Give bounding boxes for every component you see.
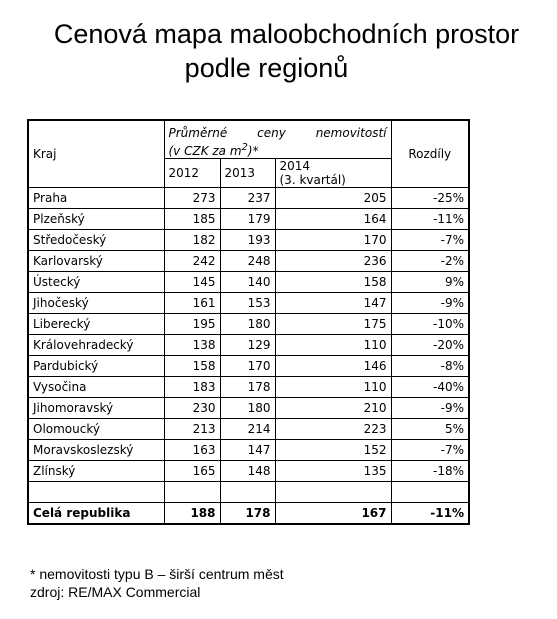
- table-row: [28, 230, 469, 251]
- table-row: [28, 251, 469, 272]
- header-year-2013: 2013: [220, 159, 275, 188]
- cell-2012: 195: [164, 314, 220, 335]
- cell-2013: 129: [220, 335, 275, 356]
- cell-2012: [164, 482, 220, 503]
- header-year-2014: [275, 159, 391, 188]
- cell-region: Karlovarský: [28, 251, 164, 272]
- cell-diff: -9%: [391, 398, 469, 419]
- cell-2013: 170: [220, 356, 275, 377]
- cell-region: Vysočina: [28, 377, 164, 398]
- cell-region: Zlínský: [28, 461, 164, 482]
- cell-2012: 242: [164, 251, 220, 272]
- cell-2013: 214: [220, 419, 275, 440]
- table-row: [28, 293, 469, 314]
- cell-2014: 175: [275, 314, 391, 335]
- cell-2012: 182: [164, 230, 220, 251]
- cell-region: Královehradecký: [28, 335, 164, 356]
- cell-2013: 237: [220, 188, 275, 209]
- header-price-group: [164, 120, 391, 159]
- cell-2013: 153: [220, 293, 275, 314]
- page-title: Cenová mapa maloobchodních prostor: [53, 19, 520, 49]
- table-row: [28, 356, 469, 377]
- cell-diff: -2%: [391, 251, 469, 272]
- cell-2013: 148: [220, 461, 275, 482]
- cell-2012: 161: [164, 293, 220, 314]
- cell-2013: 193: [220, 230, 275, 251]
- cell-2014: [275, 482, 391, 503]
- cell-region: Celá republika: [28, 503, 164, 525]
- cell-2012: 273: [164, 188, 220, 209]
- cell-diff: -11%: [391, 503, 469, 525]
- cell-region: Ústecký: [28, 272, 164, 293]
- cell-region: Středočeský: [28, 230, 164, 251]
- cell-2013: 178: [220, 377, 275, 398]
- header-price-line1: [169, 121, 387, 140]
- header-year-2014-label: 2014: [279, 159, 311, 173]
- cell-region: [28, 482, 164, 503]
- cell-diff: -9%: [391, 293, 469, 314]
- cell-2014: 110: [275, 377, 391, 398]
- cell-diff: -7%: [391, 440, 469, 461]
- cell-2014: 146: [275, 356, 391, 377]
- cell-region: Liberecký: [28, 314, 164, 335]
- cell-2012: 230: [164, 398, 220, 419]
- header-price-word-3: nemovitostí: [315, 126, 387, 140]
- cell-2014: 210: [275, 398, 391, 419]
- table-row: [28, 314, 469, 335]
- price-table: [27, 119, 470, 525]
- cell-2012: 165: [164, 461, 220, 482]
- cell-diff: [391, 482, 469, 503]
- cell-2012: 213: [164, 419, 220, 440]
- cell-diff: -18%: [391, 461, 469, 482]
- cell-region: Moravskoslezský: [28, 440, 164, 461]
- header-year-2014-quarter: (3. kvartál): [279, 173, 346, 187]
- header-year-2012: 2012: [164, 159, 220, 188]
- cell-diff: 9%: [391, 272, 469, 293]
- cell-diff: 5%: [391, 419, 469, 440]
- cell-2012: 145: [164, 272, 220, 293]
- cell-2014: 152: [275, 440, 391, 461]
- cell-diff: -25%: [391, 188, 469, 209]
- header-price-word-1: Průměrné: [168, 126, 228, 140]
- source-note: zdroj: RE/MAX Commercial: [30, 584, 201, 600]
- header-price-unit-sup: 2: [241, 142, 248, 153]
- cell-2012: 163: [164, 440, 220, 461]
- table-row: [28, 209, 469, 230]
- header-price-word-2: ceny: [257, 126, 286, 140]
- cell-2014: 205: [275, 188, 391, 209]
- cell-2014: 170: [275, 230, 391, 251]
- cell-2013: 178: [220, 503, 275, 525]
- cell-2014: 167: [275, 503, 391, 525]
- cell-2014: 223: [275, 419, 391, 440]
- cell-2013: 147: [220, 440, 275, 461]
- cell-diff: -40%: [391, 377, 469, 398]
- cell-diff: -7%: [391, 230, 469, 251]
- cell-2013: 180: [220, 398, 275, 419]
- header-region: Kraj: [28, 120, 164, 188]
- cell-diff: -10%: [391, 314, 469, 335]
- cell-2012: 158: [164, 356, 220, 377]
- header-price-unit-end: )*: [247, 144, 259, 158]
- cell-2013: 248: [220, 251, 275, 272]
- table-row: [28, 377, 469, 398]
- cell-region: Pardubický: [28, 356, 164, 377]
- table-row: [28, 461, 469, 482]
- cell-2012: 185: [164, 209, 220, 230]
- cell-2012: 183: [164, 377, 220, 398]
- table-header-row: [28, 120, 469, 159]
- cell-2013: 140: [220, 272, 275, 293]
- cell-2012: 138: [164, 335, 220, 356]
- cell-2013: 179: [220, 209, 275, 230]
- footnote: * nemovitosti typu B – širší centrum měst: [30, 566, 284, 582]
- header-diff: Rozdíly: [391, 120, 469, 188]
- table-row: [28, 398, 469, 419]
- table-row-blank: [28, 482, 469, 503]
- cell-2014: 147: [275, 293, 391, 314]
- cell-region: Jihomoravský: [28, 398, 164, 419]
- cell-2014: 164: [275, 209, 391, 230]
- cell-region: Jihočeský: [28, 293, 164, 314]
- table-row-total: [28, 503, 469, 525]
- cell-2014: 110: [275, 335, 391, 356]
- cell-2014: 135: [275, 461, 391, 482]
- table-row: [28, 440, 469, 461]
- header-price-unit: (v CZK za m: [168, 144, 242, 158]
- cell-region: Plzeňský: [28, 209, 164, 230]
- table-row: [28, 419, 469, 440]
- cell-2013: [220, 482, 275, 503]
- cell-diff: -11%: [391, 209, 469, 230]
- cell-diff: -8%: [391, 356, 469, 377]
- table-row: [28, 188, 469, 209]
- header-price-line2: [169, 140, 387, 158]
- table-row: [28, 272, 469, 293]
- cell-diff: -20%: [391, 335, 469, 356]
- cell-region: Olomoucký: [28, 419, 164, 440]
- cell-2014: 158: [275, 272, 391, 293]
- cell-region: Praha: [28, 188, 164, 209]
- cell-2013: 180: [220, 314, 275, 335]
- cell-2012: 188: [164, 503, 220, 525]
- table-row: [28, 335, 469, 356]
- cell-2014: 236: [275, 251, 391, 272]
- page-subtitle: podle regionů: [184, 53, 349, 83]
